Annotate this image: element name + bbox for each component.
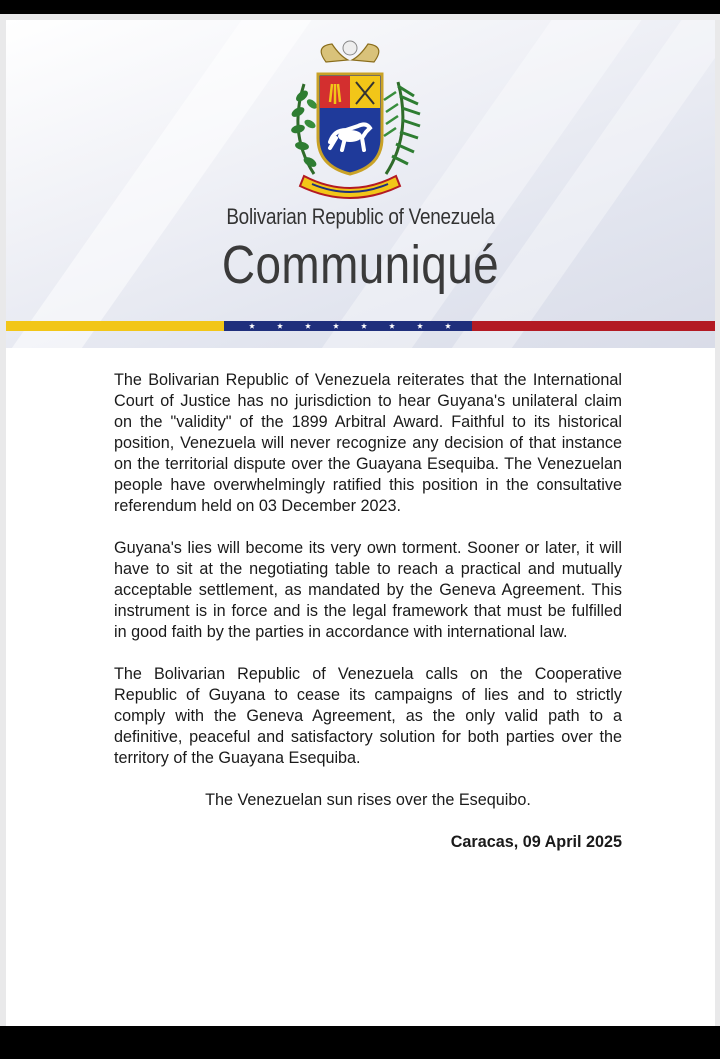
- flag-stripe: [6, 321, 715, 331]
- communique-body: [114, 370, 622, 853]
- motto-line: The Venezuelan sun rises over the Esequibo.: [205, 791, 531, 809]
- star-icon: [417, 323, 423, 329]
- page-background: [0, 14, 720, 1026]
- flag-red-band: [472, 321, 715, 331]
- star-icon: [445, 323, 451, 329]
- star-icon: [389, 323, 395, 329]
- star-icon: [249, 323, 255, 329]
- venezuela-coat-of-arms-icon: [274, 34, 426, 204]
- communique-sheet: [6, 20, 715, 1026]
- paragraph: Guyana's lies will become its very own torment. Sooner or later, it will have to sit at the negotiating table to reach a practical and mutually acceptable settlement, as mandated by the Geneva Agreement. This instrument is in force and is the legal framework that must be fulfilled in good faith by the parties in accordance with international law.: [114, 539, 622, 641]
- place-date-signature: Caracas, 09 April 2025: [450, 833, 622, 851]
- country-name: Bolivarian Republic of Venezuela: [226, 204, 495, 229]
- star-icon: [361, 323, 367, 329]
- flag-yellow-band: [6, 321, 224, 331]
- top-black-bar: [0, 0, 720, 14]
- paragraph: The Bolivarian Republic of Venezuela calls on the Cooperative Republic of Guyana to cease its campaigns of lies and to strictly comply with the Geneva Agreement, as the only valid path to a definitive, peaceful and satisfactory solution for both parties over the territory of the Guayana Esequiba.: [114, 665, 622, 767]
- star-icon: [333, 323, 339, 329]
- paragraph: The Bolivarian Republic of Venezuela reiterates that the International Court of Justice has no jurisdiction to hear Guyana's unilateral claim on the "validity" of the 1899 Arbitral Award. Faithful to its historical position, Venezuela will never recognize any decision of that instance on the territorial dispute over the Guayana Esequiba. The Venezuelan people have overwhelmingly ratified this position in the consultative referendum held on 03 December 2023.: [114, 371, 622, 515]
- star-icon: [277, 323, 283, 329]
- star-icon: [305, 323, 311, 329]
- flag-blue-band: [224, 321, 472, 331]
- page-title: Communiqué: [221, 235, 500, 295]
- bottom-black-bar: [0, 1026, 720, 1059]
- header-banner: [6, 20, 715, 348]
